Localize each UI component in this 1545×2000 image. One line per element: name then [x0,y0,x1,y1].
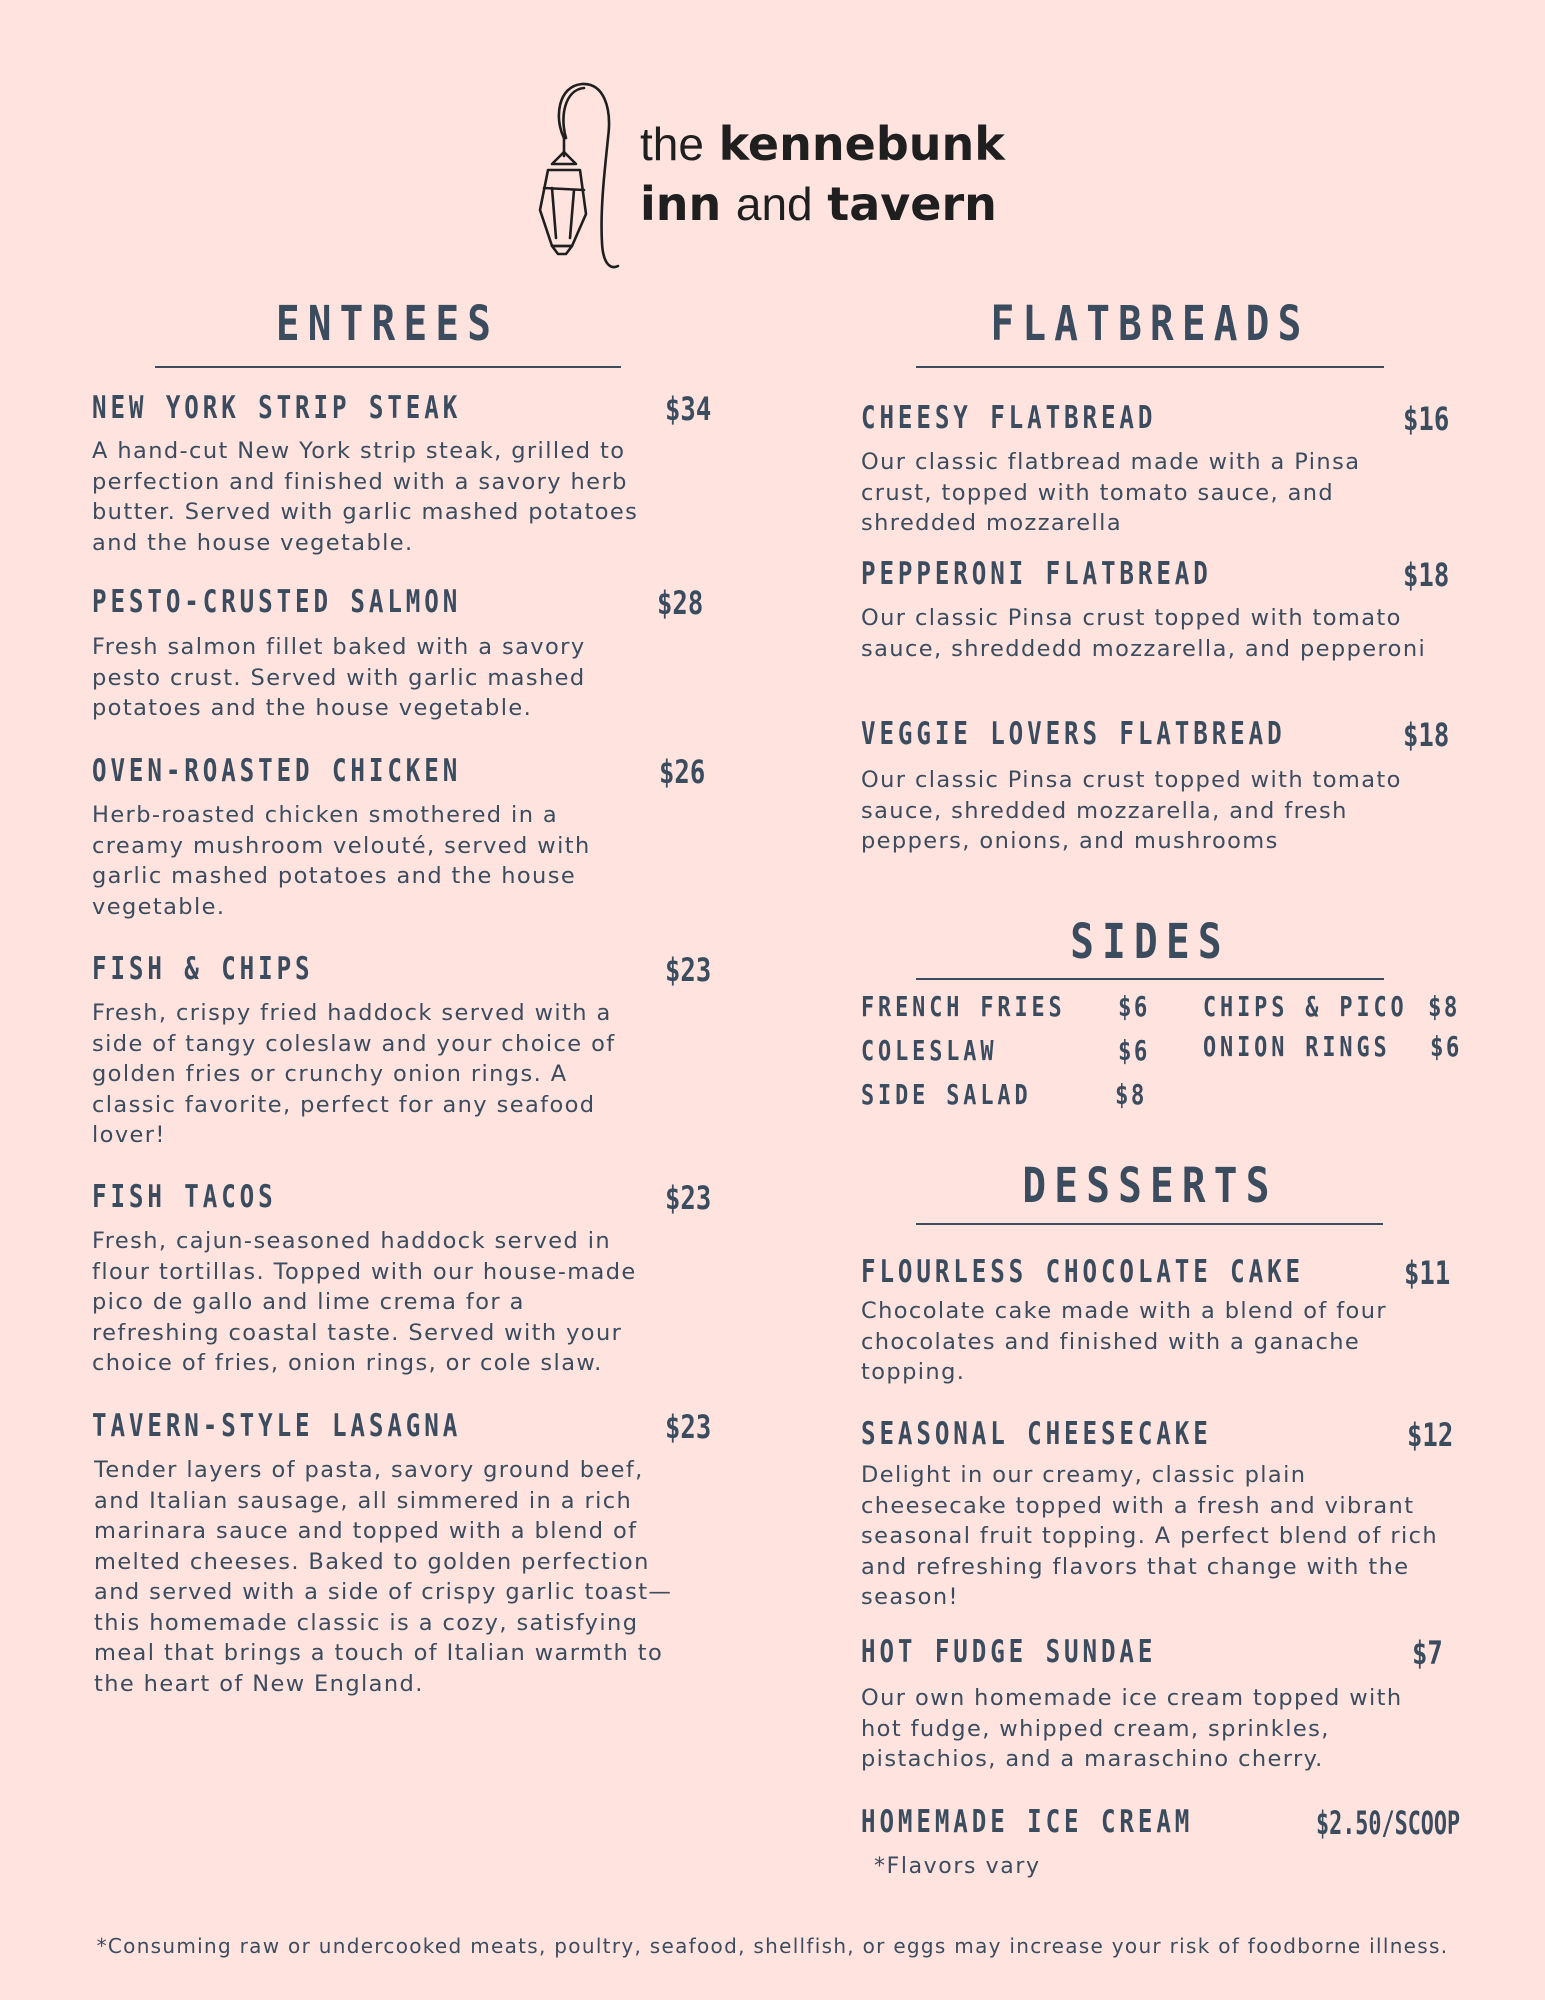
item-price: $18 [1403,556,1450,594]
item-price: $7 [1412,1634,1443,1672]
item-price: $26 [659,753,706,791]
item-price: $23 [665,1408,712,1446]
item-description: Tender layers of pasta, savory ground beef, and Italian sausage, all simmered in a rich marinara sauce and topped with a blend of melted cheeses. Baked to golden perfection and served with a side of crispy garlic toast—this homemade classic is a cozy, satisfying meal that brings a touch of Italian warmth to the heart of New England. [94,1457,673,1697]
item-description: Fresh salmon fillet baked with a savory pesto crust. Served with garlic mashed potatoes and the house vegetable. [92,634,586,721]
side-price: $6 [1430,1030,1462,1063]
item-price: $23 [665,951,712,989]
item-name: PEPPERONI FLATBREAD [861,556,1212,592]
item-price: $2.50/SCOOP [1316,1804,1461,1842]
item-description: Chocolate cake made with a blend of four chocolates and finished with a ganache topping. [861,1298,1388,1385]
lantern-icon [530,78,630,278]
side-price: $8 [1115,1078,1147,1111]
logo-wordmark [640,114,1005,234]
sides-rule [916,978,1384,980]
entrees-title: ENTREES [275,296,500,352]
item-description: Delight in our creamy, classic plain cheesecake topped with a fresh and vibrant seasonal fruit topping. A perfect blend of rich and refreshing flavors that change with the season! [861,1462,1439,1610]
flatbreads-rule [916,366,1384,368]
logo-kennebunk: kennebunk [718,117,1005,171]
item-price: $23 [665,1179,712,1217]
item-name: CHEESY FLATBREAD [861,400,1157,436]
side-name: COLESLAW [861,1034,998,1067]
item-description: Our classic flatbread made with a Pinsa crust, topped with tomato sauce, and shredded mozzarella [861,449,1361,536]
item-name: FISH TACOS [92,1179,277,1215]
item-name: FISH & CHIPS [92,951,314,987]
item-description: Our classic Pinsa crust topped with tomato sauce, shredded mozzarella, and fresh peppers, onions, and mushrooms [861,767,1402,854]
item-price: $18 [1403,716,1450,754]
item-price: $16 [1403,400,1450,438]
item-name: TAVERN-STYLE LASAGNA [92,1408,462,1444]
item-price: $11 [1404,1254,1451,1292]
item-description: Fresh, cajun-seasoned haddock served in flour tortillas. Topped with our house-made pico de gallo and lime crema for a refreshing coastal taste. Served with your choice of fries, onion rings, or cole slaw. [92,1228,637,1376]
flavors-note: *Flavors vary [874,1854,1041,1879]
item-name: HOT FUDGE SUNDAE [861,1634,1157,1670]
item-description: A hand-cut New York strip steak, grilled to perfection and finished with a savory herb butter. Served with garlic mashed potatoes and the house vegetable. [92,438,639,556]
side-price: $6 [1118,1034,1150,1067]
desserts-title: DESSERTS [1022,1158,1278,1214]
item-name: NEW YORK STRIP STEAK [92,390,462,426]
side-name: FRENCH FRIES [861,990,1066,1023]
item-price: $28 [657,584,704,622]
side-price: $6 [1118,990,1150,1023]
item-name: SEASONAL CHEESECAKE [861,1416,1212,1452]
logo [530,78,1030,278]
item-description: Fresh, crispy fried haddock served with a side of tangy coleslaw and your choice of golden fries or crunchy onion rings. A classic favorite, perfect for any seafood lover! [92,1000,616,1148]
item-name: VEGGIE LOVERS FLATBREAD [861,716,1286,752]
item-description: Our classic Pinsa crust topped with tomato sauce, shreddedd mozzarella, and pepperoni [861,605,1427,662]
item-price: $12 [1407,1416,1454,1454]
flatbreads-title: FLATBREADS [990,296,1310,352]
desserts-rule [916,1223,1383,1225]
item-description: Herb-roasted chicken smothered in a creamy mushroom velouté, served with garlic mashed potatoes and the house vegetable. [92,802,591,920]
item-name: HOMEMADE ICE CREAM [861,1804,1194,1840]
logo-inn: inn [640,177,722,231]
side-name: SIDE SALAD [861,1078,1032,1111]
side-price: $8 [1428,990,1460,1023]
allergy-disclaimer: *Consuming raw or undercooked meats, poultry, seafood, shellfish, or eggs may increase your risk of foodborne illness. [96,1934,1449,1958]
logo-the: the [640,118,704,170]
item-name: PESTO-CRUSTED SALMON [92,584,462,620]
item-description: Our own homemade ice cream topped with hot fudge, whipped cream, sprinkles, pistachios, and a maraschino cherry. [861,1685,1403,1772]
sides-title: SIDES [1070,914,1230,970]
item-name: OVEN-ROASTED CHICKEN [92,753,462,789]
entrees-rule [155,366,621,368]
logo-and: and [735,178,813,230]
logo-tavern: tavern [827,177,997,231]
item-name: FLOURLESS CHOCOLATE CAKE [861,1254,1304,1290]
side-name: ONION RINGS [1203,1030,1391,1063]
side-name: CHIPS & PICO [1203,990,1408,1023]
item-price: $34 [665,390,712,428]
